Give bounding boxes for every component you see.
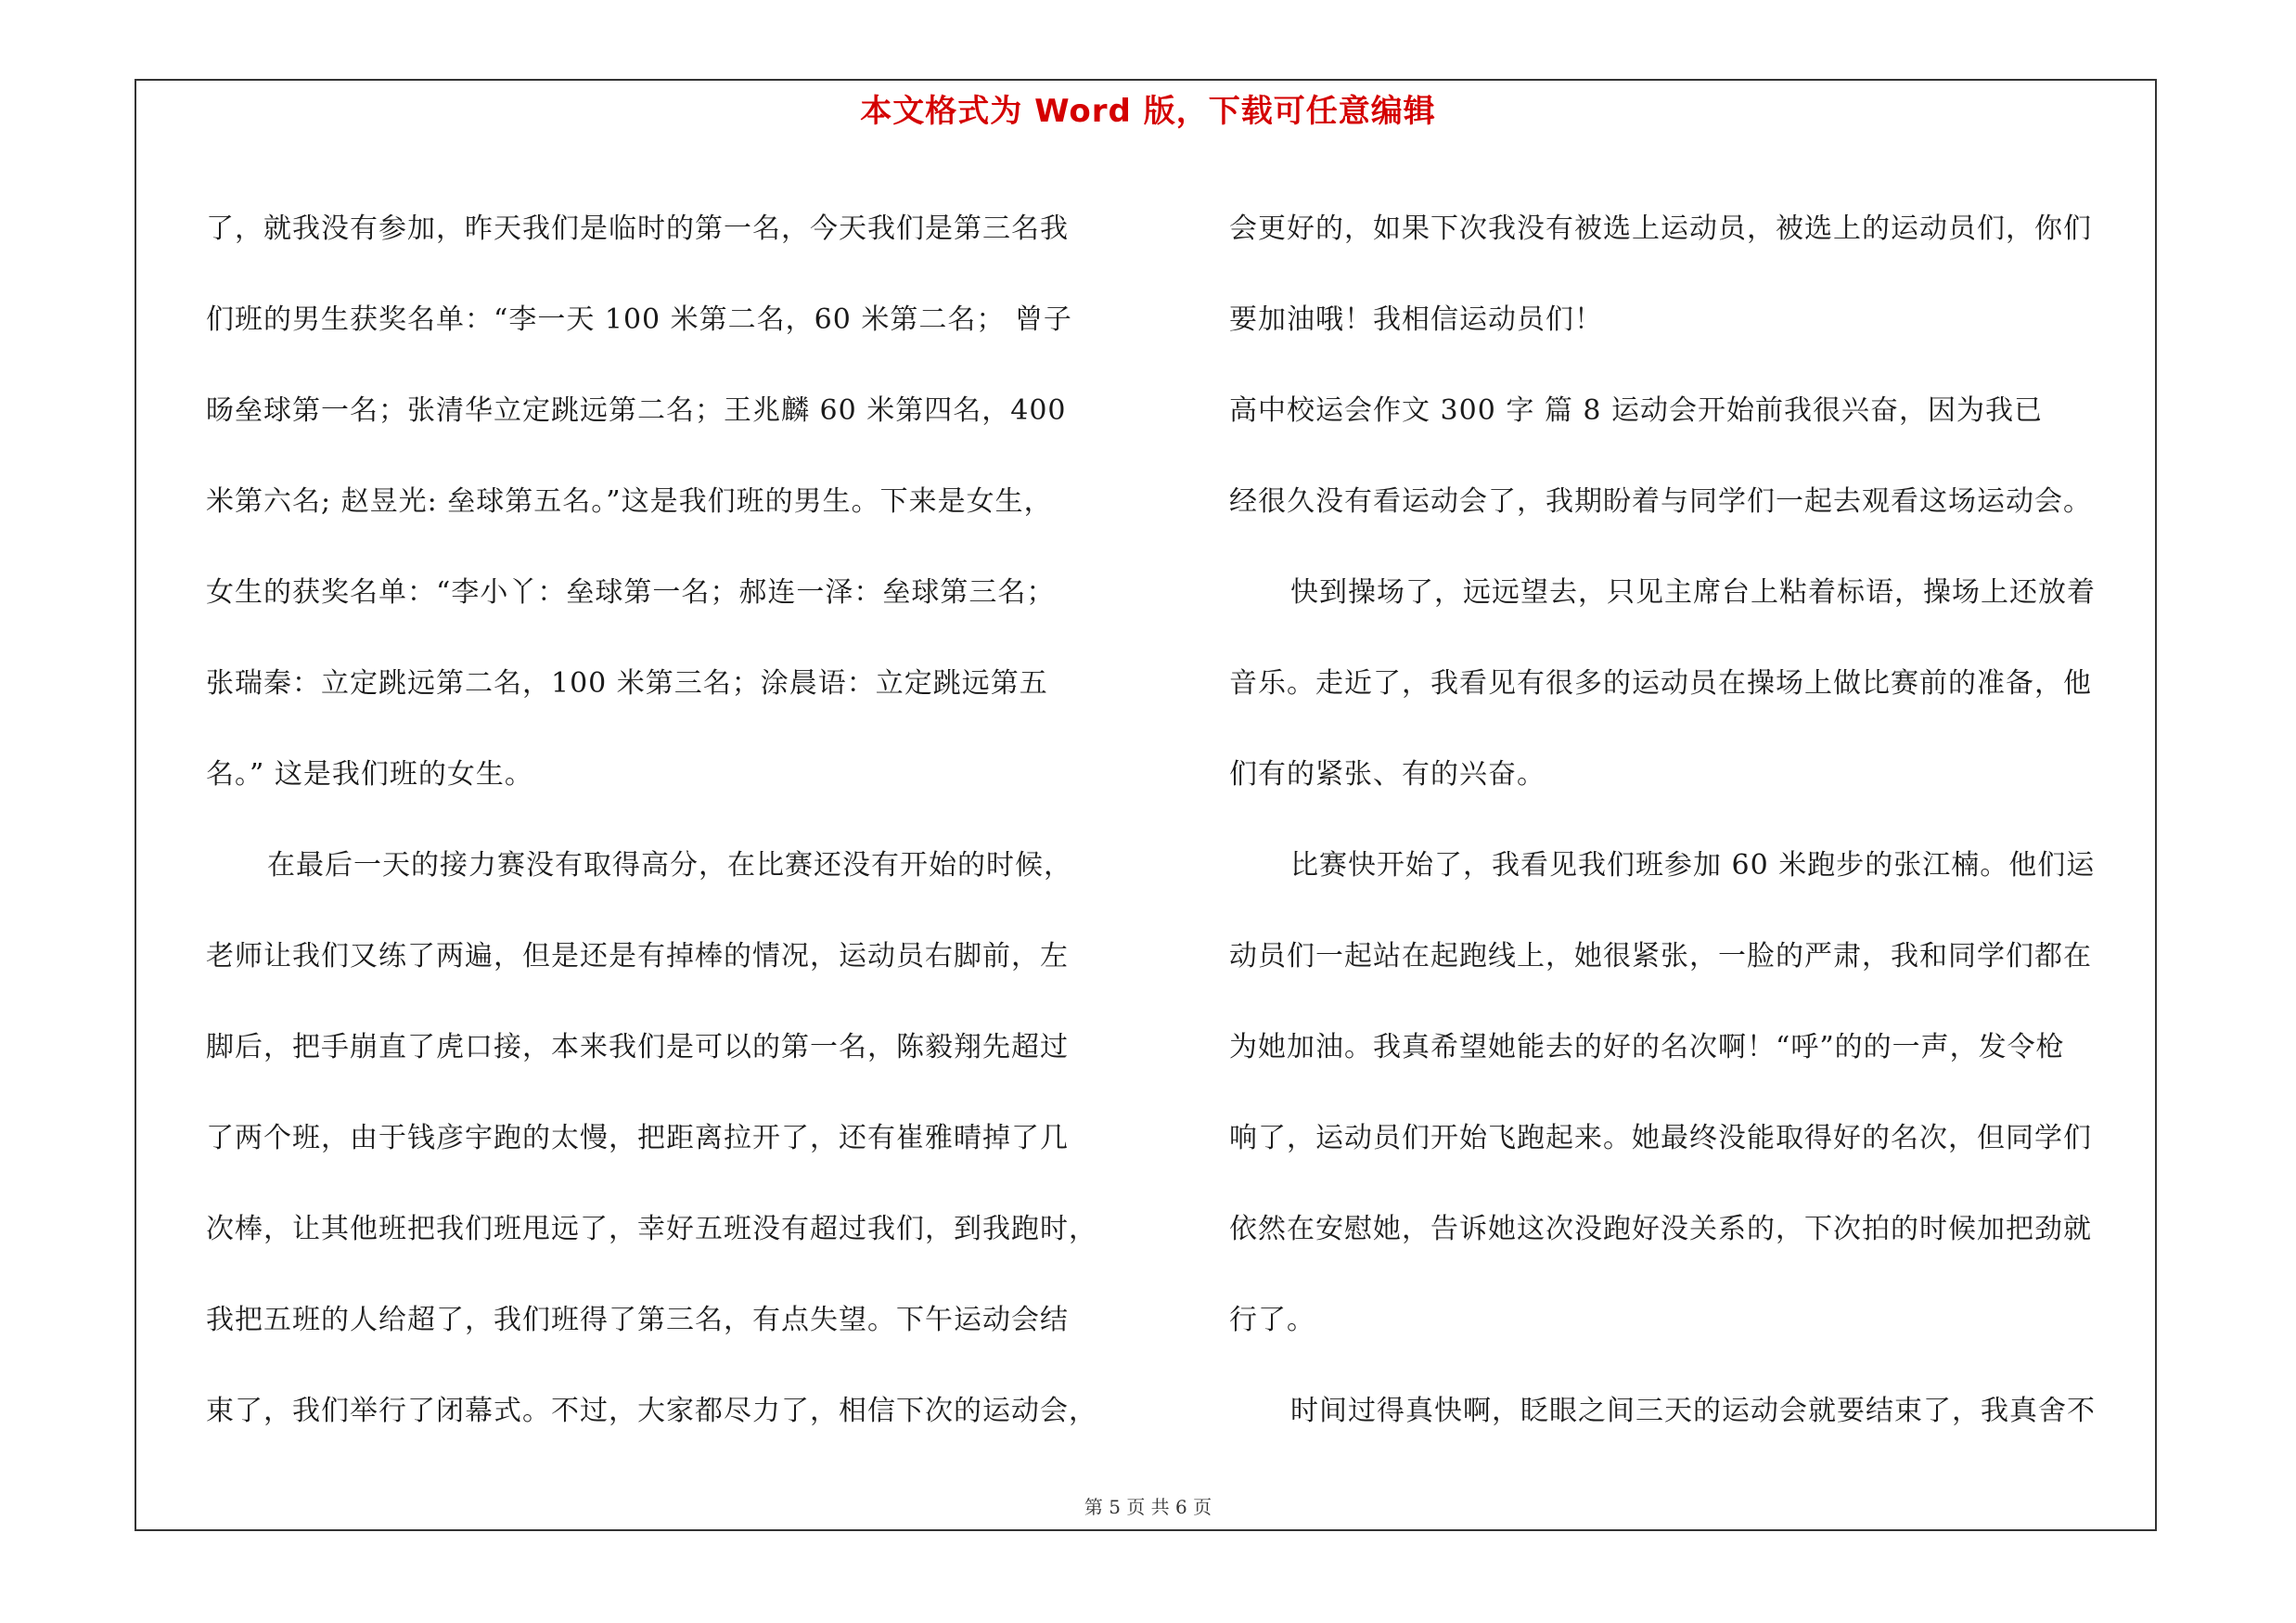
- text-line: 动员们一起站在起跑线上，她很紧张，一脸的严肃，我和同学们都在: [1229, 940, 2092, 973]
- text-line: 了，就我没有参加，昨天我们是临时的第一名，今天我们是第三名我: [206, 213, 1069, 245]
- text-line: 快到操场了，远远望去，只见主席台上粘着标语，操场上还放着: [1290, 576, 2096, 609]
- text-line: 音乐。走近了，我看见有很多的运动员在操场上做比赛前的准备，他: [1229, 667, 2092, 700]
- text-line: 老师让我们又练了两遍，但是还是有掉棒的情况，运动员右脚前，左: [206, 940, 1069, 973]
- text-line: 比赛快开始了，我看见我们班参加 60 米跑步的张江楠。他们运: [1290, 849, 2096, 882]
- text-line: 脚后，把手崩直了虎口接，本来我们是可以的第一名，陈毅翔先超过: [206, 1031, 1069, 1063]
- text-line: 响了，运动员们开始飞跑起来。她最终没能取得好的名次，但同学们: [1229, 1122, 2092, 1154]
- text-line: 们班的男生获奖名单：“李一天 100 米第二名，60 米第二名； 曾子: [206, 303, 1072, 336]
- text-line: 束了，我们举行了闭幕式。不过，大家都尽力了，相信下次的运动会，: [206, 1395, 1097, 1427]
- text-line: 米第六名; 赵昱光: 垒球第五名。”这是我们班的男生。下来是女生，: [206, 485, 1053, 518]
- text-line: 行了。: [1229, 1304, 1315, 1336]
- text-line: 高中校运会作文 300 字 篇 8 运动会开始前我很兴奋，因为我已: [1229, 394, 2044, 427]
- text-line: 名。” 这是我们班的女生。: [206, 758, 533, 791]
- left-text-column: [206, 184, 1143, 1457]
- text-line: 次棒，让其他班把我们班甩远了，幸好五班没有超过我们，到我跑时，: [206, 1213, 1097, 1245]
- format-banner: 本文格式为 Word 版，下载可任意编辑: [860, 93, 1436, 130]
- text-line: 张瑞秦：立定跳远第二名，100 米第三名；涂晨语：立定跳远第五: [206, 667, 1048, 700]
- text-line: 我把五班的人给超了，我们班得了第三名，有点失望。下午运动会结: [206, 1304, 1069, 1336]
- text-line: 会更好的，如果下次我没有被选上运动员，被选上的运动员们，你们: [1229, 213, 2092, 245]
- right-text-column: [1229, 184, 2166, 1457]
- text-line: 在最后一天的接力赛没有取得高分，在比赛还没有开始的时候，: [267, 849, 1072, 882]
- text-line: 经很久没有看运动会了，我期盼着与同学们一起去观看这场运动会。: [1229, 485, 2092, 518]
- text-line: 们有的紧张、有的兴奋。: [1229, 758, 1546, 791]
- text-line: 时间过得真快啊，眨眼之间三天的运动会就要结束了，我真舍不: [1290, 1395, 2096, 1427]
- text-line: 女生的获奖名单：“李小丫：垒球第一名；郝连一泽：垒球第三名；: [206, 576, 1056, 609]
- text-line: 要加油哦！我相信运动员们！: [1229, 303, 1603, 336]
- text-line: 了两个班，由于钱彦宇跑的太慢，把距离拉开了，还有崔雅晴掉了几: [206, 1122, 1069, 1154]
- page-footer: 第 5 页 共 6 页: [1084, 1496, 1212, 1518]
- text-line: 旸垒球第一名；张清华立定跳远第二名；王兆麟 60 米第四名，400: [206, 394, 1067, 427]
- text-line: 依然在安慰她，告诉她这次没跑好没关系的，下次拍的时候加把劲就: [1229, 1213, 2092, 1245]
- text-line: 为她加油。我真希望她能去的好的名次啊！“呼”的的一声，发令枪: [1229, 1031, 2065, 1063]
